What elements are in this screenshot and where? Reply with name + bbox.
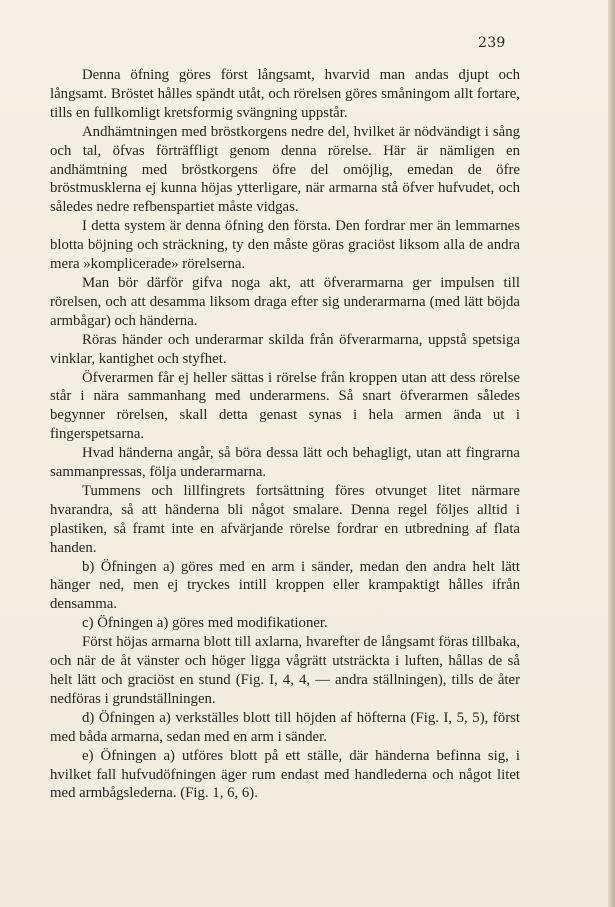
paragraph-breathing-exercise: Denna öfning göres först långsamt, hvarvid man andas djupt och långsamt. Bröstet hålles spändt utåt, och rörelsen göres småningom allt fortare, tills en fullkomligt kretsformig svängning uppstår. [50,67,520,121]
paragraph-arms-to-shoulders: Först höjas armarna blott till axlarna, hvarefter de långsamt föras tillbaka, och när de åt vänster och höger ligga vågrätt utsträckta i luften, hållas de så helt lätt och graciöst en stund (Fig. I, 4, 4, — andra ställningen), tills de åter nedföras i grundställningen. [50,634,520,707]
paragraph-exercise-e: e) Öfningen a) utföres blott på ett ställe, där händerna befinna sig, i hvilket fall hufvudöfningen äger rum endast med handlederna och något litet med armbågslederna. (Fig. 1, 6, 6). [50,747,520,802]
page-number: 239 [478,35,506,51]
page-edge-shadow [608,0,615,907]
paragraph-exercise-c: c) Öfningen a) göres med modifikationer. [82,615,328,632]
paragraph-upper-arm-connection: Öfverarmen får ej heller sättas i rörelse från kroppen utan att dess rörelse står i nära sammanhang med underarmens. Så snart öfverarmen således begynner rörelsen, skall detta genast synas i hela armen ända ut i fingerspetsarna. [50,369,520,443]
paragraph-exercise-d: d) Öfningen a) verkställes blott till höjden af höfterna (Fig. I, 5, 5), först med båda armarna, sedan med en arm i sänder. [50,709,520,745]
body-text [50,66,520,803]
paragraph-upper-arm-impulse: Man bör därför gifva noga akt, att öfverarmarna ger impulsen till rörelsen, och att desamma liksom draga efter sig underarmarna (med lätt böjda armbågar) och händerna. [50,274,520,329]
paragraph-lower-chest-breathing: Andhämtningen med bröstkorgens nedre del, hvilket är nödvändigt i sång och tal, öfvas förträffligt genom denna rörelse. Här är nämligen en andhämtning med bröstkorgens öfre del omöjlig, emedan de öfre bröstmusklerna ej kunna höjas ytterligare, när armarna stå öfver hufvudet, och således nedre refbenspartiet måste vidgas. [50,123,520,216]
paragraph-hands: Hvad händerna angår, så böra dessa lätt och behagligt, utan att fingrarna sammanpressas, följa underarmarna. [50,445,520,481]
paragraph-exercise-b: b) Öfningen a) göres med en arm i sänder, medan den andra helt lätt hänger ned, men ej tryckes intill kroppen eller krampaktigt hålles ifrån densamma. [50,558,520,613]
paragraph-separate-movement: Röras händer och underarmar skilda från öfverarmarna, uppstå spetsiga vinklar, kantighet och styfhet. [50,331,520,367]
paragraph-first-exercise: I detta system är denna öfning den första. Den fordrar mer än lemmarnes blotta böjning och sträckning, ty den måste göras graciöst liksom alla de andra mera »komplicerade» rörelserna. [50,218,520,273]
paragraph-thumb-little-finger: Tummens och lillfingrets fortsättning föres otvunget litet närmare hvarandra, så att händerna bli något smalare. Denna regel följes alltid i plastiken, så framt inte en afvärjande rörelse fordrar en utbredning af flata handen. [50,482,520,556]
